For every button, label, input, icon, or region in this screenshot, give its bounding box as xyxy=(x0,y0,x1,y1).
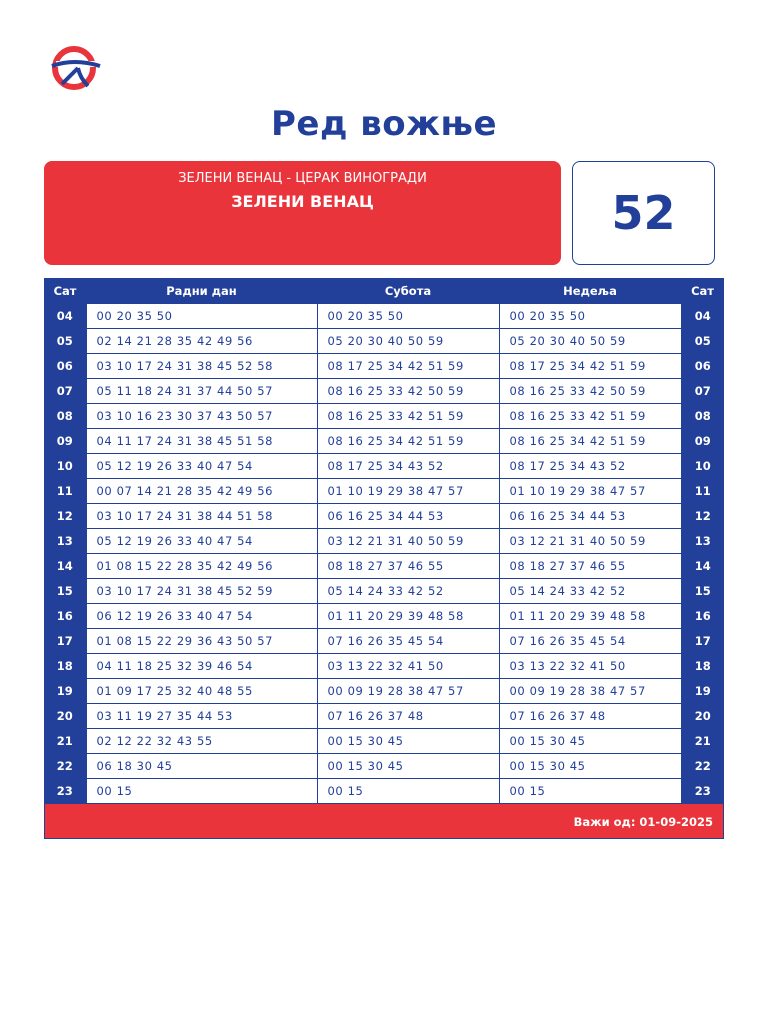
sunday-times-cell: 00 15 30 45 xyxy=(499,729,681,754)
saturday-times-cell: 05 14 24 33 42 52 xyxy=(317,579,499,604)
saturday-times-cell: 00 15 30 45 xyxy=(317,754,499,779)
header-hour-right: Сат xyxy=(691,283,714,298)
table-row xyxy=(44,779,724,804)
hour-right-cell: 10 xyxy=(694,459,711,473)
page-title: Ред вожње xyxy=(270,104,498,144)
weekday-times-cell: 01 09 17 25 32 40 48 55 xyxy=(86,679,317,704)
saturday-times-cell: 00 15 30 45 xyxy=(317,729,499,754)
hour-right-cell: 14 xyxy=(694,559,711,573)
hour-right-cell: 16 xyxy=(694,609,711,623)
table-row xyxy=(44,429,724,454)
saturday-times-cell: 00 20 35 50 xyxy=(317,304,499,329)
saturday-times-cell: 07 16 26 35 45 54 xyxy=(317,629,499,654)
saturday-times-cell: 00 15 xyxy=(317,779,499,804)
table-row xyxy=(44,529,724,554)
hour-right-cell: 05 xyxy=(694,334,711,348)
sunday-times-cell: 08 17 25 34 43 52 xyxy=(499,454,681,479)
weekday-times-cell: 05 11 18 24 31 37 44 50 57 xyxy=(86,379,317,404)
route-direction: ЗЕЛЕНИ ВЕНАЦ xyxy=(231,192,374,211)
table-row xyxy=(44,579,724,604)
saturday-times-cell: 06 16 25 34 44 53 xyxy=(317,504,499,529)
saturday-times-cell: 08 18 27 37 46 55 xyxy=(317,554,499,579)
hour-right-cell: 22 xyxy=(694,759,711,773)
saturday-times-cell: 08 16 25 34 42 51 59 xyxy=(317,429,499,454)
saturday-times-cell: 01 10 19 29 38 47 57 xyxy=(317,479,499,504)
line-number-badge: 52 xyxy=(572,161,715,265)
sunday-times-cell: 00 15 xyxy=(499,779,681,804)
timetable xyxy=(44,278,724,839)
header-hour-left: Сат xyxy=(53,283,77,298)
saturday-times-cell: 08 17 25 34 42 51 59 xyxy=(317,354,499,379)
table-row xyxy=(44,704,724,729)
sunday-times-cell: 08 17 25 34 42 51 59 xyxy=(499,354,681,379)
hour-right-cell: 19 xyxy=(694,684,711,698)
sunday-times-cell: 00 15 30 45 xyxy=(499,754,681,779)
hour-left-cell: 23 xyxy=(56,784,73,798)
weekday-times-cell: 03 10 17 24 31 38 45 52 58 xyxy=(86,354,317,379)
hour-right-cell: 17 xyxy=(694,634,711,648)
table-row xyxy=(44,504,724,529)
sunday-times-cell: 08 16 25 33 42 51 59 xyxy=(499,404,681,429)
sunday-times-cell: 05 14 24 33 42 52 xyxy=(499,579,681,604)
table-header-row xyxy=(44,278,724,304)
weekday-times-cell: 04 11 18 25 32 39 46 54 xyxy=(86,654,317,679)
table-row xyxy=(44,679,724,704)
hour-left-cell: 04 xyxy=(56,309,73,323)
weekday-times-cell: 04 11 17 24 31 38 45 51 58 xyxy=(86,429,317,454)
hour-right-cell: 13 xyxy=(694,534,711,548)
hour-right-cell: 21 xyxy=(694,734,711,748)
hour-left-cell: 11 xyxy=(56,484,73,498)
sunday-times-cell: 07 16 26 37 48 xyxy=(499,704,681,729)
hour-left-cell: 13 xyxy=(56,534,73,548)
sunday-times-cell: 08 18 27 37 46 55 xyxy=(499,554,681,579)
table-row xyxy=(44,654,724,679)
route-banner xyxy=(44,161,561,265)
table-row xyxy=(44,554,724,579)
sunday-times-cell: 01 11 20 29 39 48 58 xyxy=(499,604,681,629)
table-row xyxy=(44,404,724,429)
hour-left-cell: 21 xyxy=(56,734,73,748)
saturday-times-cell: 01 11 20 29 39 48 58 xyxy=(317,604,499,629)
hour-right-cell: 04 xyxy=(694,309,711,323)
hour-left-cell: 05 xyxy=(56,334,73,348)
header-sunday: Недеља xyxy=(563,283,617,298)
weekday-times-cell: 02 12 22 32 43 55 xyxy=(86,729,317,754)
weekday-times-cell: 00 15 xyxy=(86,779,317,804)
hour-left-cell: 14 xyxy=(56,559,73,573)
header-weekday: Радни дан xyxy=(166,283,237,298)
weekday-times-cell: 01 08 15 22 28 35 42 49 56 xyxy=(86,554,317,579)
weekday-times-cell: 06 18 30 45 xyxy=(86,754,317,779)
weekday-times-cell: 02 14 21 28 35 42 49 56 xyxy=(86,329,317,354)
hour-left-cell: 06 xyxy=(56,359,73,373)
hour-left-cell: 22 xyxy=(56,759,73,773)
table-row xyxy=(44,754,724,779)
sunday-times-cell: 06 16 25 34 44 53 xyxy=(499,504,681,529)
hour-left-cell: 07 xyxy=(56,384,73,398)
hour-right-cell: 18 xyxy=(694,659,711,673)
sunday-times-cell: 05 20 30 40 50 59 xyxy=(499,329,681,354)
validity-footer: Важи од: 01-09-2025 xyxy=(44,803,724,839)
hour-left-cell: 10 xyxy=(56,459,73,473)
saturday-times-cell: 05 20 30 40 50 59 xyxy=(317,329,499,354)
saturday-times-cell: 03 13 22 32 41 50 xyxy=(317,654,499,679)
sunday-times-cell: 03 13 22 32 41 50 xyxy=(499,654,681,679)
saturday-times-cell: 08 17 25 34 43 52 xyxy=(317,454,499,479)
timetable-table xyxy=(44,278,724,804)
hour-left-cell: 15 xyxy=(56,584,73,598)
hour-right-cell: 09 xyxy=(694,434,711,448)
hour-right-cell: 06 xyxy=(694,359,711,373)
hour-left-cell: 08 xyxy=(56,409,73,423)
saturday-times-cell: 08 16 25 33 42 50 59 xyxy=(317,379,499,404)
table-row xyxy=(44,479,724,504)
weekday-times-cell: 05 12 19 26 33 40 47 54 xyxy=(86,529,317,554)
hour-right-cell: 11 xyxy=(694,484,711,498)
hour-left-cell: 17 xyxy=(56,634,73,648)
saturday-times-cell: 03 12 21 31 40 50 59 xyxy=(317,529,499,554)
hour-right-cell: 12 xyxy=(694,509,711,523)
hour-right-cell: 20 xyxy=(694,709,711,723)
table-row xyxy=(44,454,724,479)
hour-right-cell: 23 xyxy=(694,784,711,798)
hour-left-cell: 09 xyxy=(56,434,73,448)
transit-logo-icon xyxy=(48,44,104,92)
hour-left-cell: 20 xyxy=(56,709,73,723)
sunday-times-cell: 07 16 26 35 45 54 xyxy=(499,629,681,654)
table-row xyxy=(44,604,724,629)
weekday-times-cell: 06 12 19 26 33 40 47 54 xyxy=(86,604,317,629)
saturday-times-cell: 08 16 25 33 42 51 59 xyxy=(317,404,499,429)
hour-left-cell: 19 xyxy=(56,684,73,698)
table-row xyxy=(44,304,724,329)
weekday-times-cell: 03 10 16 23 30 37 43 50 57 xyxy=(86,404,317,429)
weekday-times-cell: 03 10 17 24 31 38 45 52 59 xyxy=(86,579,317,604)
hour-right-cell: 07 xyxy=(694,384,711,398)
saturday-times-cell: 00 09 19 28 38 47 57 xyxy=(317,679,499,704)
header-saturday: Субота xyxy=(384,283,432,298)
hour-left-cell: 16 xyxy=(56,609,73,623)
weekday-times-cell: 01 08 15 22 29 36 43 50 57 xyxy=(86,629,317,654)
route-name: ЗЕЛЕНИ ВЕНАЦ - ЦЕРАК ВИНОГРАДИ xyxy=(178,171,427,186)
weekday-times-cell: 00 20 35 50 xyxy=(86,304,317,329)
hour-right-cell: 08 xyxy=(694,409,711,423)
sunday-times-cell: 01 10 19 29 38 47 57 xyxy=(499,479,681,504)
sunday-times-cell: 00 09 19 28 38 47 57 xyxy=(499,679,681,704)
table-row xyxy=(44,329,724,354)
sunday-times-cell: 00 20 35 50 xyxy=(499,304,681,329)
saturday-times-cell: 07 16 26 37 48 xyxy=(317,704,499,729)
weekday-times-cell: 03 10 17 24 31 38 44 51 58 xyxy=(86,504,317,529)
hour-right-cell: 15 xyxy=(694,584,711,598)
sunday-times-cell: 08 16 25 33 42 50 59 xyxy=(499,379,681,404)
weekday-times-cell: 05 12 19 26 33 40 47 54 xyxy=(86,454,317,479)
sunday-times-cell: 03 12 21 31 40 50 59 xyxy=(499,529,681,554)
sunday-times-cell: 08 16 25 34 42 51 59 xyxy=(499,429,681,454)
table-row xyxy=(44,379,724,404)
table-row xyxy=(44,729,724,754)
weekday-times-cell: 00 07 14 21 28 35 42 49 56 xyxy=(86,479,317,504)
hour-left-cell: 18 xyxy=(56,659,73,673)
hour-left-cell: 12 xyxy=(56,509,73,523)
weekday-times-cell: 03 11 19 27 35 44 53 xyxy=(86,704,317,729)
table-row xyxy=(44,629,724,654)
table-row xyxy=(44,354,724,379)
